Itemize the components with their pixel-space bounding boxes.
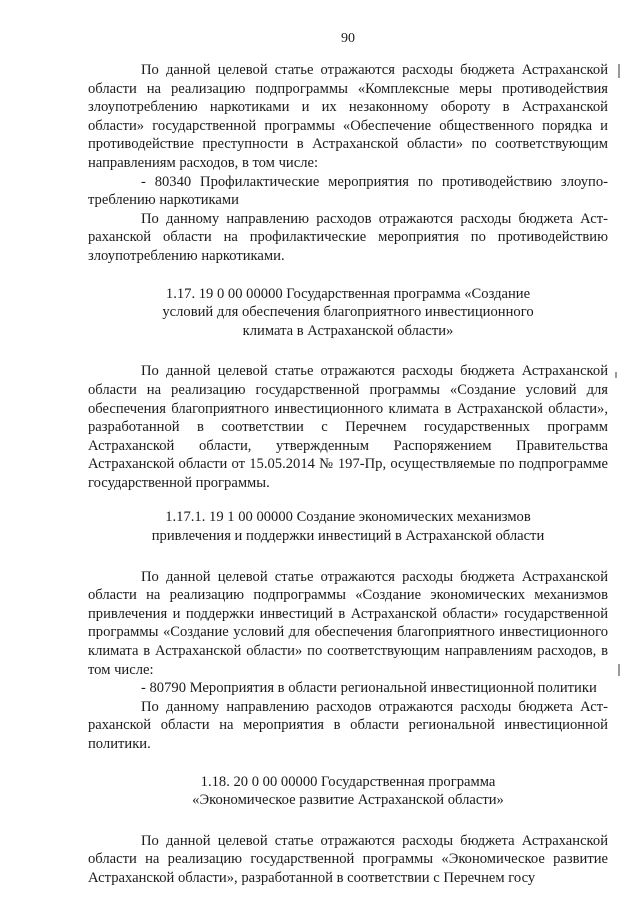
section-heading-1-17-1 bbox=[88, 508, 608, 545]
document-body bbox=[88, 61, 608, 888]
heading-line: 1.17. 19 0 00 00000 Государственная программа «Создание bbox=[165, 285, 531, 302]
paragraph-expense-description: По данному направлению расходов отражаются расходы бюджета Астраханской области на профилактические мероприятия по противодействию злоупотреблению наркотиками. bbox=[88, 210, 608, 264]
page-number: 90 bbox=[341, 31, 355, 46]
section-heading-1-18 bbox=[88, 773, 608, 810]
heading-line: условий для обеспечения благоприятного инвестиционного bbox=[162, 304, 534, 321]
paragraph-subprogram-description: По данной целевой статье отражаются расходы бюджета Астраханской области на реализацию подпрограммы «Создание экономических механизмов привлечения и поддержки инвестиций в Астраханской области» государственной программы «Создание условий для обеспечения благоприятного инвестиционного климата в Астраханской области» по соответствующим направлениям расходов, в том числе: bbox=[88, 568, 608, 678]
heading-line: «Экономическое развитие Астраханской области» bbox=[192, 792, 504, 809]
heading-line: 1.18. 20 0 00 00000 Государственная программа bbox=[200, 773, 496, 790]
heading-line: 1.17.1. 19 1 00 00000 Создание экономических механизмов bbox=[165, 509, 531, 526]
section-heading-1-17 bbox=[88, 285, 608, 341]
paragraph-program-description: По данной целевой статье отражаются расходы бюджета Астраханской области на реализацию государственной программы «Экономическое развитие Астраханской области», разработанной в соответствии с Перечнем госу bbox=[88, 832, 608, 886]
scan-artifact bbox=[615, 372, 617, 378]
paragraph-program-description: По данной целевой статье отражаются расходы бюджета Астраханской области на реализацию государственной программы «Создание условий для обеспечения благоприятного инвестиционного климата в Астраханской области», разработанной в соответствии с Перечнем государственных программ Астраханской области, утвержденным Распоряжением Правительства Астраханской области от 15.05.2014 № 197-Пр, осуществляемые по подпрограмме государственной программы. bbox=[88, 363, 608, 491]
scan-artifact bbox=[618, 64, 620, 78]
heading-line: климата в Астраханской области» bbox=[242, 322, 454, 339]
list-item-expense-80790: - 80790 Мероприятия в области региональной инвестиционной политики bbox=[141, 680, 597, 697]
paragraph-expense-description: По данному направлению расходов отражаются расходы бюджета Астраханской области на мероприятия в области региональной инвестиционной политики. bbox=[88, 698, 608, 752]
list-item-expense-80340: - 80340 Профилактические мероприятия по противодействию злоупотреблению наркотиками bbox=[88, 173, 608, 209]
scan-artifact bbox=[618, 664, 620, 676]
heading-line: привлечения и поддержки инвестиций в Астраханской области bbox=[151, 528, 545, 545]
paragraph-article-description: По данной целевой статье отражаются расходы бюджета Астраханской области на реализацию подпрограммы «Комплексные меры противодействия злоупотреблению наркотиками и их незаконному обороту в Астраханской области» государственной программы «Обеспечение общественного порядка и противодействие преступности в Астраханской области» по соответствующим направлениям расходов, в том числе: bbox=[88, 62, 608, 171]
